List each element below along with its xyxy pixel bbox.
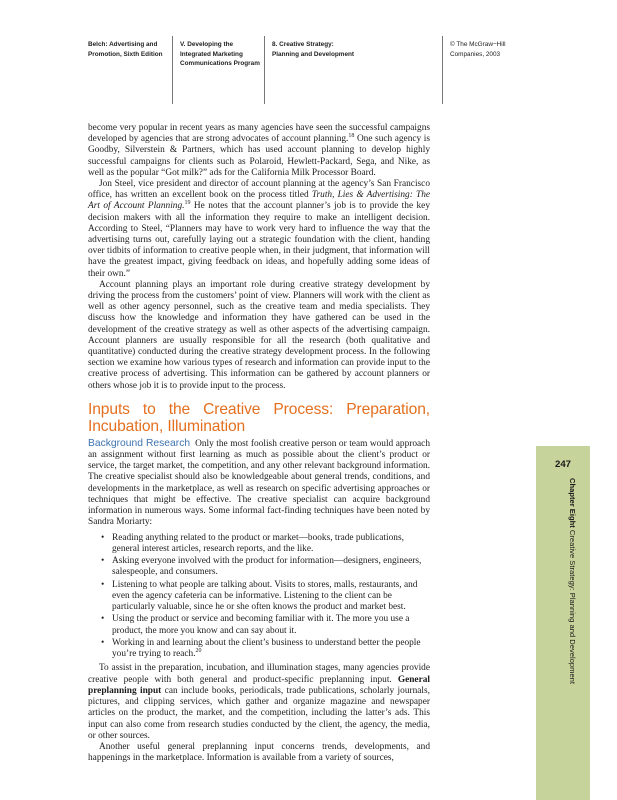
list-item: • Asking everyone involved with the product for information—designers, engineers, salespeople, and consumers.: [101, 556, 422, 578]
paragraph: Jon Steel, vice president and director of account planning at the agency’s San Francisco office, has written an excellent book on the process titled Truth, Lies & Advertising: The Art of Account Planning.$^{19}$ He notes that the account planner’s job is to provide the key decision makers with all the information they require to make an intelligent decision. According to Steel, “Planners may have to work very hard to influence the way that the advertising turns out, carefully laying out a strategic foundation with the client, handing over tidbits of information to creative people when, in their judgment, that information will have the greatest impact, giving feedback on ideas, and hopefully adding some ideas of their own.”: [88, 179, 431, 279]
section-heading: Inputs to the Creative Process: Preparation, Incubation, Illumination: [88, 400, 430, 435]
page-number: 247: [554, 459, 571, 470]
bullet-icon: •: [101, 638, 105, 649]
bullet-list: [88, 533, 430, 661]
paragraph: To assist in the preparation, incubation, and illumination stages, many agencies provide creative people with both general and product-specific preplanning input. General preplanning input can include books, periodicals, trade publications, scholarly journals, pictures, and clipping services, which gather and organize magazine and newspaper articles on the product, the market, and the competition, including the latter’s ads. This input can also come from research studies conducted by the client, the agency, the media, or other sources.: [88, 663, 430, 741]
paragraph: become very popular in recent years as many agencies have seen the successful campaigns developed by agencies that are strong advocates of account planning.$^{18}$ One such agency is Goodby, Silverstein & Partners, which has used account planning to develop highly successful campaigns for clients such as Polaroid, Hewlett-Packard, Sega, and Nike, as well as the popular “Got milk?” ads for the California Milk Processor Board.: [88, 123, 430, 178]
bullet-icon: •: [101, 532, 105, 543]
header-divider: [442, 36, 443, 104]
list-item: • Listening to what people are talking about. Visits to stores, malls, restaurants, and even the agency cafeteria can be informative. Listening to the client can be particularly valuable, since he or she often knows the product and market best.: [101, 579, 418, 613]
chapter-sidebar: [536, 446, 590, 800]
bullet-icon: •: [101, 556, 105, 567]
paragraph: Background Research Only the most foolish creative person or team would approach an assignment without first learning as much as possible about the client’s product or service, the target market, the competition, and any other relevant background information. The creative specialist should also be knowledgeable about general trends, conditions, and developments in the marketplace, as well as research on specific advertising approaches or techniques that might be effective. The creative specialist can acquire background information in numerous ways. Some informal fact-finding techniques have been noted by Sandra Moriarty:: [88, 437, 430, 528]
header-book-title: Belch: Advertising and Promotion, Sixth Edition: [88, 41, 163, 58]
header-divider: [264, 36, 265, 104]
header-part: V. Developing the Integrated Marketing Communications Program: [180, 41, 260, 67]
list-item: • Reading anything related to the product or market—books, trade publications, general interest articles, research reports, and the like.: [101, 532, 404, 554]
bullet-icon: •: [101, 614, 105, 625]
chapter-title-vertical: Chapter Eight Creative Strategy: Planning and Development: [568, 478, 577, 684]
list-item: • Working in and learning about the client’s business to understand better the people you’re trying to reach.$^{20}$: [101, 638, 421, 660]
subsection-heading: Background Research: [88, 437, 191, 449]
paragraph: Account planning plays an important role during creative strategy development by driving the process from the customers’ point of view. Planners will work with the client as well as other agency personnel, such as the creative team and media specialists. They discuss how the knowledge and information they have gathered can be used in the development of the creative strategy as well as other aspects of the advertising campaign. Account planners are usually responsible for all the research (both qualitative and quantitative) conducted during the creative strategy development process. In the following section we examine how various types of research and information can provide input to the creative process of advertising. This information can be gathered by account planners or others whose job it is to provide input to the process.: [88, 279, 430, 391]
header-divider: [172, 36, 173, 104]
body-text: [88, 123, 430, 764]
bullet-icon: •: [101, 579, 105, 590]
header-chapter: 8. Creative Strategy: Planning and Development: [272, 41, 355, 58]
list-item: • Using the product or service and becoming familiar with it. The more you use a product, the more you know and can say about it.: [101, 614, 410, 636]
header-copyright: © The McGraw−Hill Companies, 2003: [450, 41, 506, 58]
paragraph: Another useful general preplanning input concerns trends, developments, and happenings in the marketplace. Information is available from a variety of sources,: [88, 741, 430, 764]
